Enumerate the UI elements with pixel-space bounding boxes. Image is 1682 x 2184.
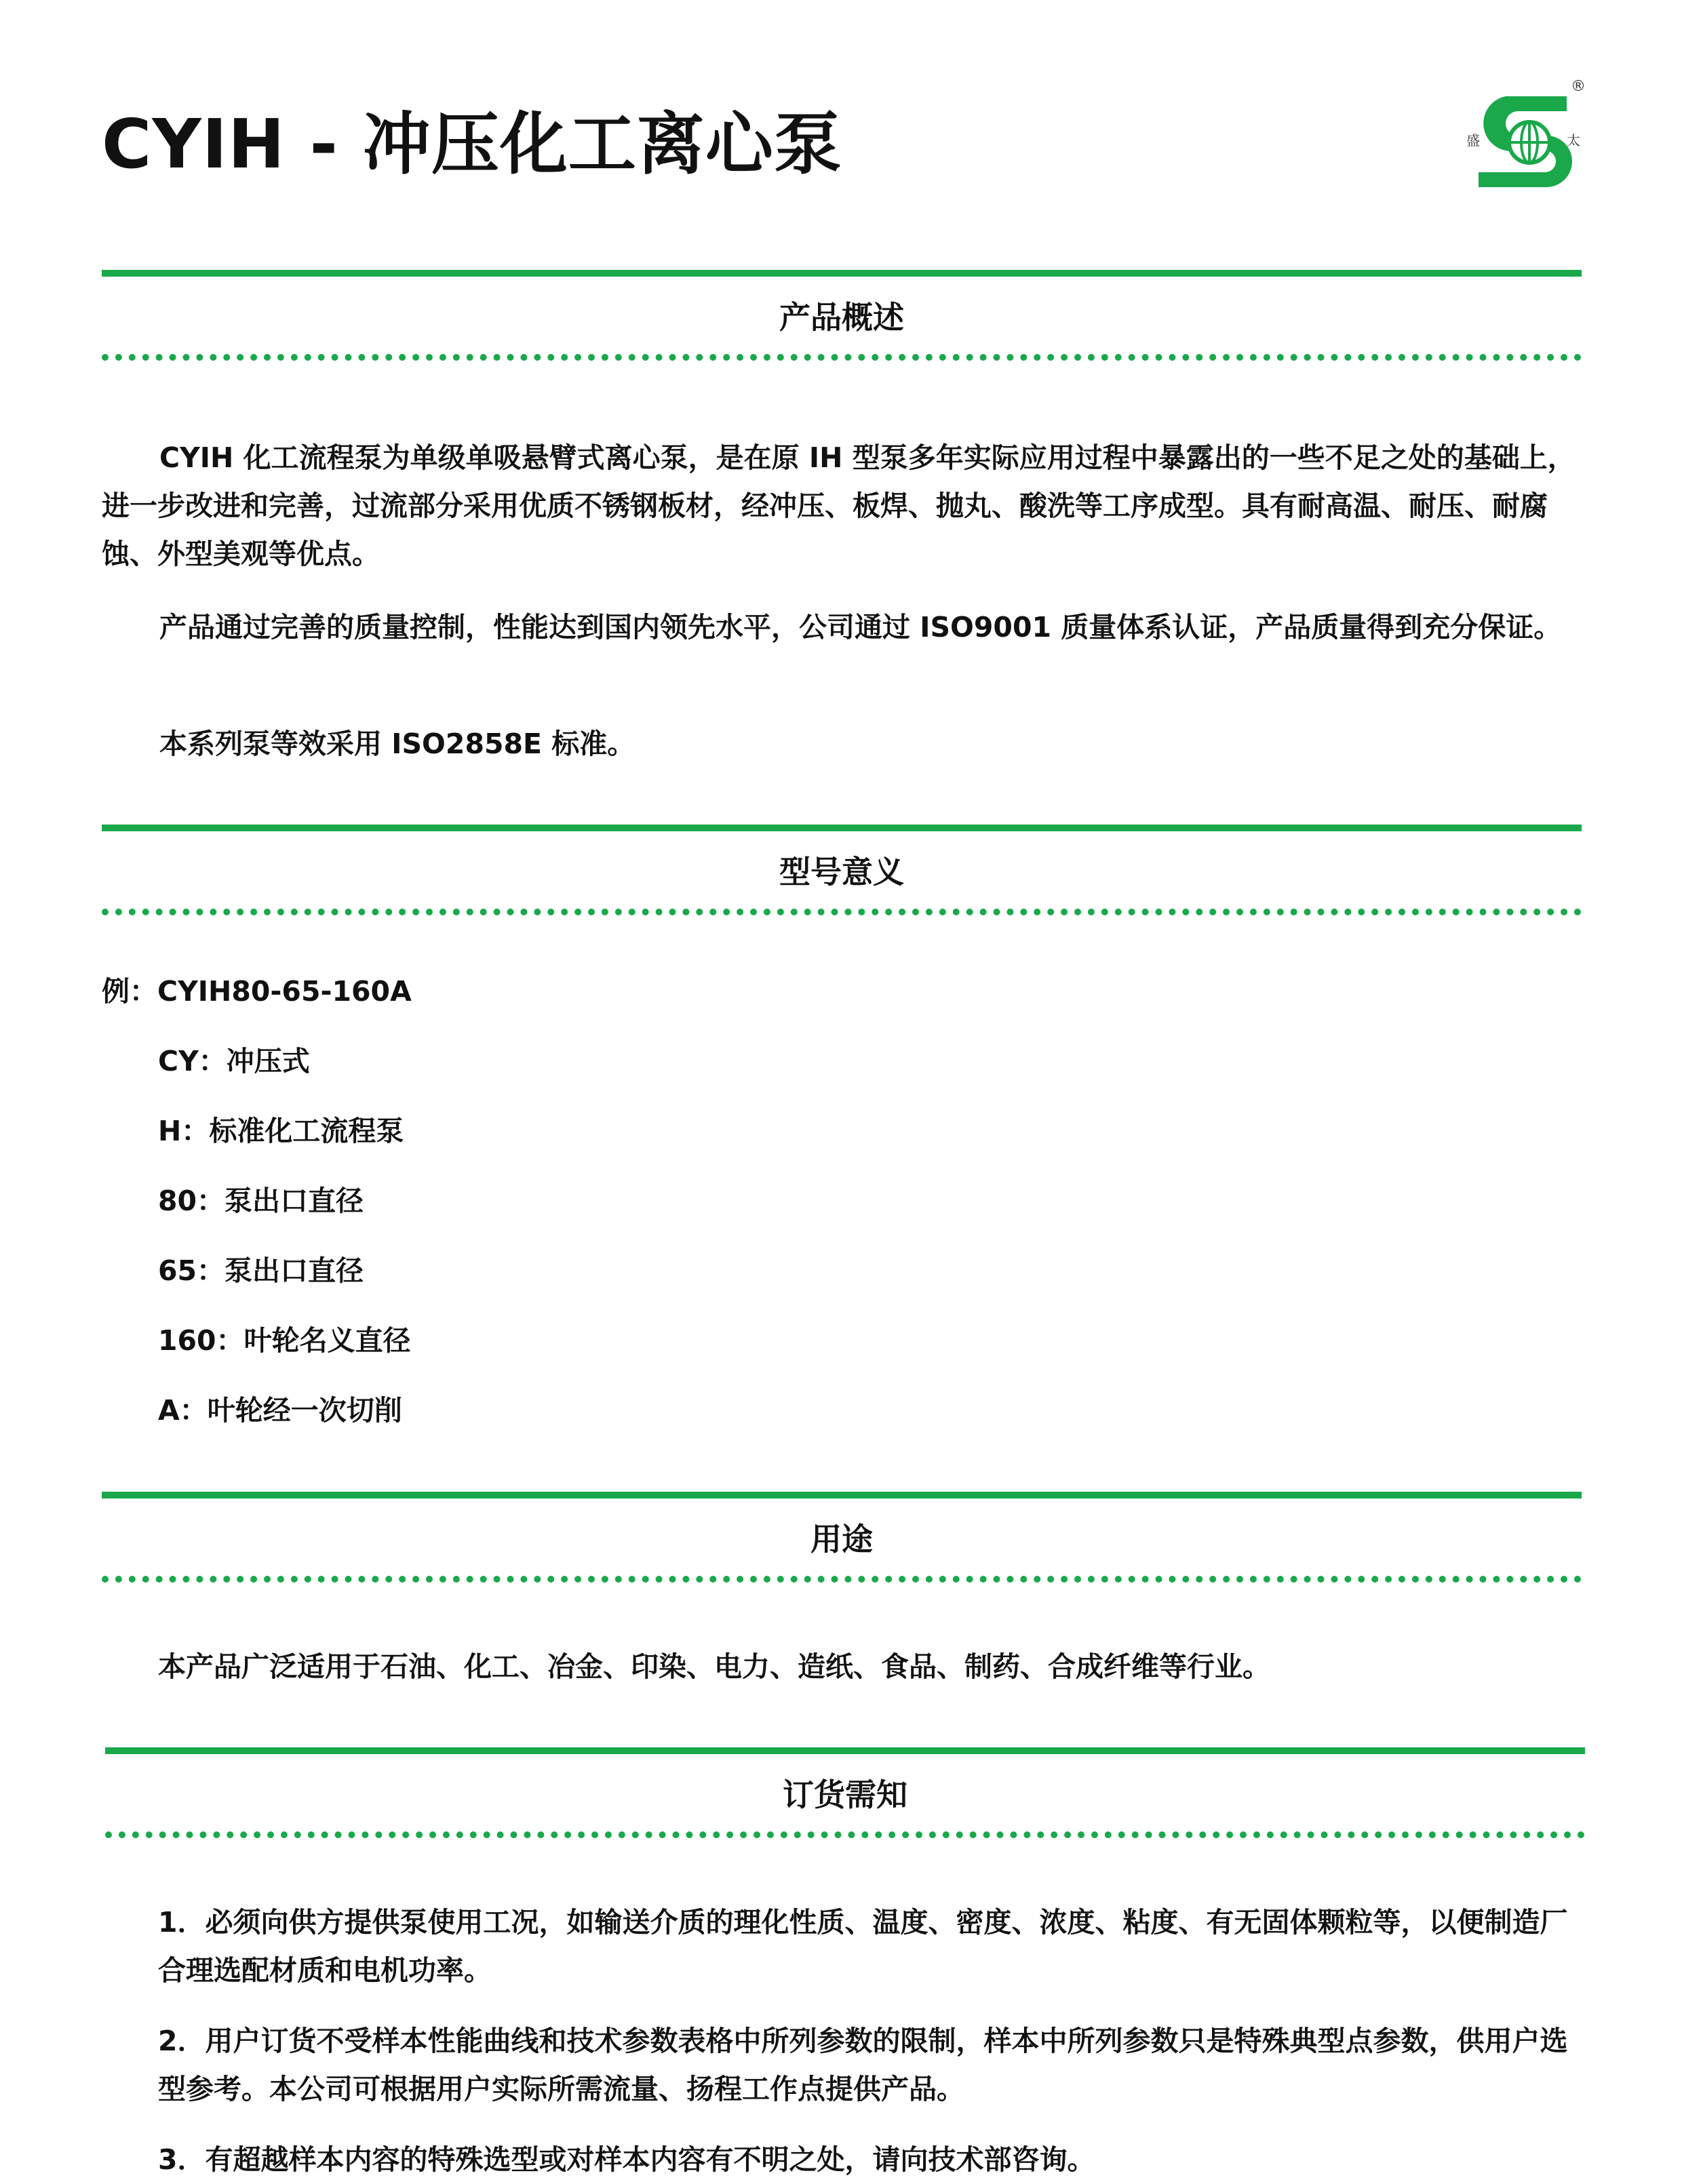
section-rule [102, 270, 1582, 277]
registered-mark: ® [1571, 78, 1586, 95]
ordering-item-3: 3．有超越样本内容的特殊选型或对样本内容有不明之处，请向技术部咨询。 [158, 2143, 1095, 2176]
company-logo [1465, 76, 1587, 191]
page-title: CYIH - 冲压化工离心泵 [102, 104, 842, 184]
model-item: 80：泵出口直径 [158, 1185, 364, 1217]
overview-paragraph-3: 本系列泵等效采用 ISO2858E 标准。 [159, 728, 635, 760]
section-dotted-rule [102, 909, 1582, 915]
section-dotted-rule [102, 354, 1582, 361]
section-ordering-header [105, 1747, 1585, 1838]
section-title-usage: 用途 [810, 1521, 873, 1557]
section-usage-header [102, 1492, 1582, 1583]
section-title-model: 型号意义 [779, 854, 904, 890]
model-item: H：标准化工流程泵 [158, 1115, 404, 1147]
section-dotted-rule [105, 1831, 1585, 1838]
section-rule [105, 1747, 1585, 1754]
ordering-item-2: 2．用户订货不受样本性能曲线和技术参数表格中所列参数的限制，样本中所列参数只是特殊典型点参数，供用户选型参考。本公司可根据用户实际所需流量、扬程工作点提供产品。 [158, 2025, 1568, 2105]
logo-left-char: 盛 [1466, 132, 1480, 148]
section-overview-header [102, 270, 1582, 361]
ordering-item-1: 1．必须向供方提供泵使用工况，如输送介质的理化性质、温度、密度、浓度、粘度、有无固体颗粒等，以便制造厂合理选配材质和电机功率。 [158, 1906, 1568, 1987]
model-item: CY：冲压式 [158, 1045, 310, 1077]
overview-paragraph-2: 产品通过完善的质量控制，性能达到国内领先水平，公司通过 ISO9001 质量体系认证，产品质量得到充分保证。 [159, 611, 1562, 643]
section-rule [102, 825, 1582, 831]
section-title-overview: 产品概述 [779, 299, 904, 336]
logo-right-char: 太 [1567, 132, 1580, 148]
section-rule [102, 1492, 1582, 1498]
overview-paragraph-1: CYIH 化工流程泵为单级单吸悬臂式离心泵，是在原 IH 型泵多年实际应用过程中暴露出的一些不足之处的基础上，进一步改进和完善，过流部分采用优质不锈钢板材，经冲压、板焊、抛丸、酸洗等工序成型。具有耐高温、耐压、耐腐蚀、外型美观等优点。 [102, 441, 1576, 570]
model-example: 例：CYIH80-65-160A [102, 975, 412, 1008]
section-dotted-rule [102, 1576, 1582, 1583]
section-title-ordering: 订货需知 [783, 1776, 907, 1813]
usage-text: 本产品广泛适用于石油、化工、冶金、印染、电力、造纸、食品、制药、合成纤维等行业。 [158, 1650, 1270, 1683]
model-item: 65：泵出口直径 [158, 1254, 364, 1287]
model-item: A：叶轮经一次切削 [158, 1394, 402, 1427]
model-item: 160：叶轮名义直径 [158, 1324, 411, 1357]
section-model-header [102, 825, 1582, 915]
